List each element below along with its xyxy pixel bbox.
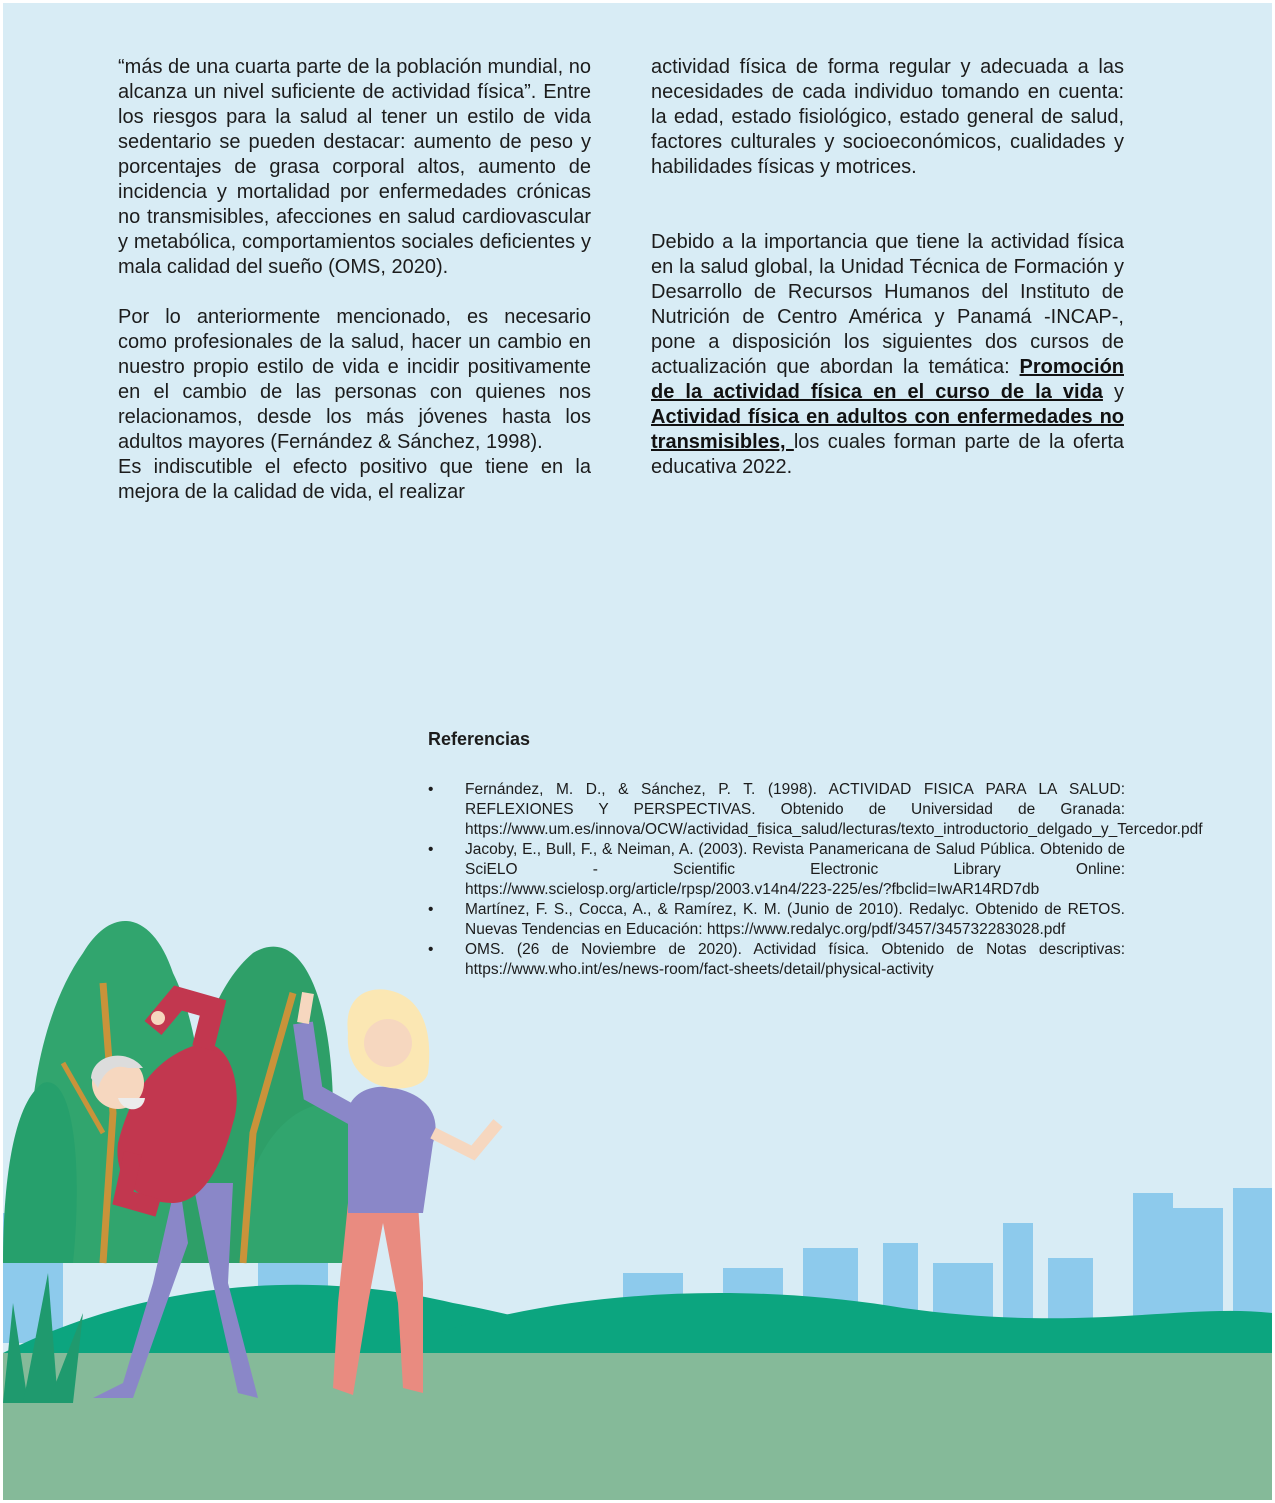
grass-ground	[3, 1353, 1272, 1500]
right-column	[651, 55, 1124, 480]
reference-item	[428, 780, 1203, 840]
reference-text: Jacoby, E., Bull, F., & Neiman, A. (2003). Revista Panamericana de Salud Pública. Obtenido de SciELO - Scientific Electronic Library Online: https://www.scielosp.org/article/rpsp/2003.v14n4/223-225/es/?fbclid=IwAR14RD7db	[465, 841, 1125, 898]
reference-text: Fernández, M. D., & Sánchez, P. T. (1998). ACTIVIDAD FISICA PARA LA SALUD: REFLEXIONES Y PERSPECTIVAS. Obtenido de Universidad de Granada: https://www.um.es/innova/OCW/actividad_fisica_salud/lecturas/texto_introductorio_delgado_y_Tercedor.pdf	[465, 781, 1203, 838]
page	[3, 3, 1272, 1500]
intro-text: Debido a la importancia que tiene la actividad física en la salud global, la Unidad Técnica de Formación y Desarrollo de Recursos Humanos del Instituto de Nutrición de Centro América y Panamá -INCAP-, pone a disposición los siguientes dos cursos de actualización que abordan la temática:	[651, 231, 1124, 378]
closing-text: los cuales forman parte de la oferta educativa 2022.	[651, 431, 1124, 478]
left-paragraph-3: Es indiscutible el efecto positivo que tiene en la mejora de la calidad de vida, el realizar	[118, 456, 591, 503]
course-link-2[interactable]: Actividad física en adultos con enfermedades no transmisibles,	[651, 406, 1124, 453]
course-link-1[interactable]: Promoción de la actividad física en el curso de la vida	[651, 356, 1124, 403]
right-paragraph-1: actividad física de forma regular y adecuada a las necesidades de cada individuo tomando en cuenta: la edad, estado fisiológico, estado general de salud, factores culturales y socioeconómicos, cualidades y habilidades físicas y motrices.	[651, 56, 1124, 178]
reference-text: Martínez, F. S., Cocca, A., & Ramírez, K. M. (Junio de 2010). Redalyc. Obtenido de RETOS. Nuevas Tendencias en Educación: https://www.redalyc.org/pdf/3457/345732283028.pdf	[465, 901, 1125, 938]
bullet-icon: •	[428, 901, 434, 918]
left-paragraph-1: “más de una cuarta parte de la población mundial, no alcanza un nivel suficiente de actividad física”. Entre los riesgos para la salud al tener un estilo de vida sedentario se pueden destacar: aumento de peso y porcentajes de grasa corporal altos, aumento de incidencia y mortalidad por enfermedades crónicas no transmisibles, afecciones en salud cardiovascular y metabólica, comportamientos sociales deficientes y mala calidad del sueño (OMS, 2020).	[118, 56, 591, 278]
connector-text: y	[1102, 381, 1124, 403]
park-exercise-illustration	[3, 883, 1272, 1500]
bullet-icon: •	[428, 841, 434, 858]
bullet-icon: •	[428, 941, 434, 958]
reference-text: OMS. (26 de Noviembre de 2020). Actividad física. Obtenido de Notas descriptivas: https://www.who.int/es/news-room/fact-sheets/detail/physical-activity	[465, 941, 1125, 978]
right-paragraph-2	[651, 230, 1124, 480]
left-column	[118, 55, 591, 505]
bullet-icon: •	[428, 781, 434, 798]
references-heading: Referencias	[428, 729, 531, 749]
left-paragraph-2: Por lo anteriormente mencionado, es necesario como profesionales de la salud, hacer un cambio en nuestro propio estilo de vida e incidir positivamente en el cambio de las personas con quienes nos relacionamos, desde los más jóvenes hasta los adultos mayores (Fernández & Sánchez, 1998).	[118, 306, 591, 453]
